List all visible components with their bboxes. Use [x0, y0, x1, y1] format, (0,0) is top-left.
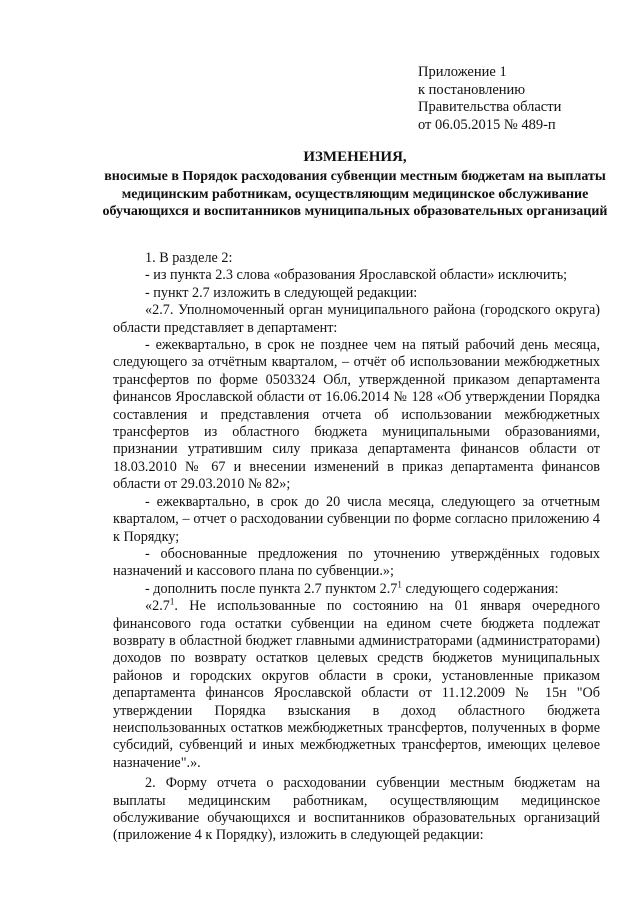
paragraph-4: «2.7. Уполномоченный орган муниципального района (городского округа) области представляет в департамент: — [113, 302, 600, 336]
paragraph-8-superscript: 1 — [397, 578, 402, 589]
paragraph-8-text-a: - дополнить после пункта 2.7 пунктом 2.7 — [145, 580, 398, 597]
appendix-line-3: Правительства области — [418, 99, 562, 115]
paragraph-3: - пункт 2.7 изложить в следующей редакции: — [145, 284, 418, 301]
paragraph-7: - обоснованные предложения по уточнению утверждённых годовых назначений и кассового плана по субвенции.»; — [113, 545, 600, 580]
appendix-block — [418, 64, 561, 134]
appendix-line-4: от 06.05.2015 № 489-п — [418, 116, 556, 133]
document-title — [90, 148, 620, 221]
paragraph-6: - ежеквартально, в срок до 20 числа месяца, следующего за отчетным кварталом, – отчет о расходовании субвенции по форме согласно приложению 4 к Порядку; — [113, 493, 600, 545]
paragraph-9-text-a: «2.7 — [145, 598, 170, 615]
paragraph-1: 1. В разделе 2: — [145, 250, 233, 266]
paragraph-9 — [113, 598, 600, 772]
document-body — [113, 250, 600, 845]
title-subtitle: вносимые в Порядок расходования субвенции местным бюджетам на выплаты медицинским работникам, осуществляющим медицинское обслуживание обучающихся и воспитанников муниципальных образовательных организаций — [102, 169, 608, 219]
paragraph-8-text-b: следующего содержания: — [401, 580, 559, 597]
appendix-line-2: к постановлению — [418, 81, 526, 98]
appendix-line-1: Приложение 1 — [418, 64, 507, 80]
paragraph-2: - из пункта 2.3 слова «образования Ярославской области» исключить; — [145, 267, 568, 284]
paragraph-10: 2. Форму отчета о расходовании субвенции местным бюджетам на выплаты медицинским работникам, осуществляющим медицинское обслуживание обучающихся и воспитанников образовательных организаций (приложение 4 к Порядку), изложить в следующей редакции: — [113, 775, 600, 844]
paragraph-5: - ежеквартально, в срок не позднее чем на пятый рабочий день месяца, следующего за отчётным кварталом, – отчёт об использовании межбюджетных трансфертов по форме 0503324 Обл, утвержденной приказом департамента финансов Ярославской области от 16.06.2014 № 128 «Об утверждении Порядка составления и представления отчета об использовании межбюджетных трансфертов из областного бюджета муниципальными образованиями, признании утратившим силу приказа департамента финансов области от 18.03.2010 № 67 и внесении изменений в приказ департамента финансов области от 29.03.2010 № 82»; — [113, 337, 600, 493]
paragraph-9-superscript: 1 — [169, 596, 175, 607]
title-heading: ИЗМЕНЕНИЯ, — [303, 149, 407, 165]
paragraph-8 — [113, 578, 600, 598]
paragraph-9-text-b: . Не использованные по состоянию на 01 января очередного финансового года остатки субвенции на едином счете бюджета подлежат возврату в областной бюджет главными администраторами (администраторами) доходов по возврату остатков целевых средств бюджетов муниципальных районов и городских округов области в сроки, установленные приказом департамента финансов Ярославской области от 11.12.2009 № 15н "Об утверждении Порядка взыскания в доход областного бюджета неиспользованных остатков межбюджетных трансфертов, полученных в форме субсидий, субвенций и иных межбюджетных трансфертов, имеющих целевое назначение".». — [113, 598, 600, 771]
